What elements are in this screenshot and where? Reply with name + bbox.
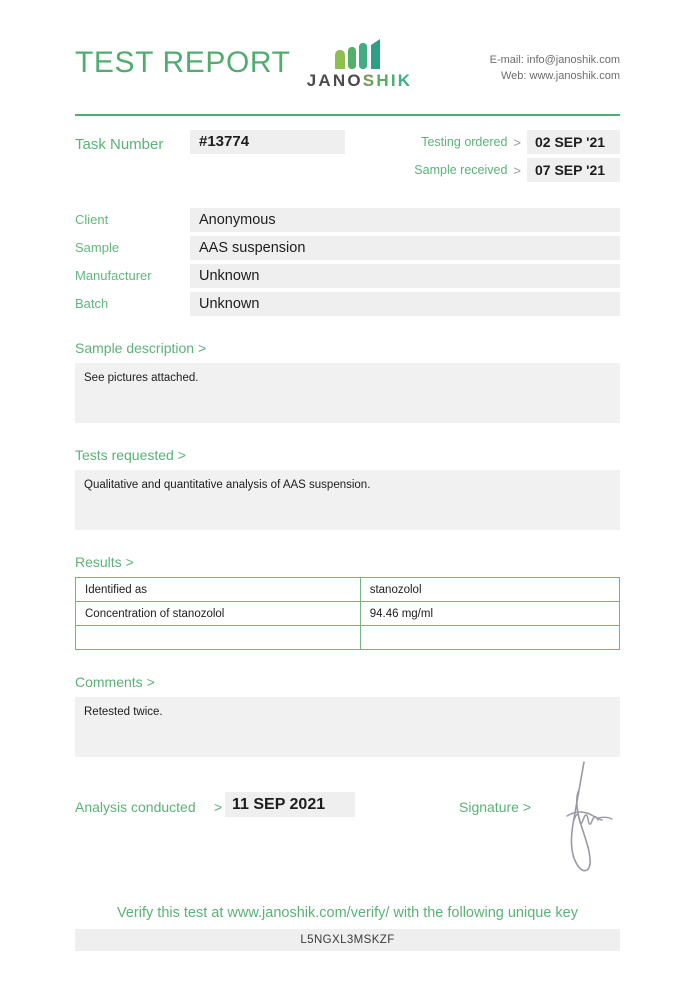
logo-word-i: I bbox=[390, 71, 398, 90]
logo-wordmark bbox=[297, 72, 422, 89]
analysis-conducted-date: 11 SEP 2021 bbox=[225, 792, 355, 817]
table-row bbox=[76, 578, 620, 602]
date-row-received bbox=[385, 158, 620, 182]
client-label: Client bbox=[75, 212, 109, 227]
contact-web: Web: www.janoshik.com bbox=[500, 70, 620, 82]
chevron-right-icon: > bbox=[214, 799, 223, 815]
report-header bbox=[75, 38, 620, 110]
sample-label: Sample bbox=[75, 240, 120, 255]
logo-bars-icon bbox=[297, 38, 422, 70]
tests-requested-heading: Tests requested > bbox=[75, 447, 186, 463]
task-row bbox=[75, 130, 620, 188]
sample-value: AAS suspension bbox=[190, 236, 620, 260]
task-number-label: Task Number bbox=[75, 136, 164, 153]
client-value: Anonymous bbox=[190, 208, 620, 232]
field-row-batch bbox=[75, 292, 620, 316]
unique-key-box: L5NGXL3MSKZF bbox=[75, 929, 620, 951]
verify-text: Verify this test at www.janoshik.com/verify/ with the following unique key bbox=[117, 905, 578, 921]
task-number-value: #13774 bbox=[190, 130, 345, 154]
field-row-manufacturer bbox=[75, 264, 620, 288]
result-name-cell: Concentration of stanozolol bbox=[76, 602, 361, 626]
table-row bbox=[76, 602, 620, 626]
result-name-cell bbox=[76, 626, 361, 650]
brand-logo bbox=[297, 38, 422, 89]
result-name-cell: Identified as bbox=[76, 578, 361, 602]
manufacturer-label: Manufacturer bbox=[75, 268, 152, 283]
analysis-row bbox=[75, 791, 620, 879]
logo-word-s: S bbox=[362, 71, 377, 90]
results-table bbox=[75, 577, 620, 650]
chevron-right-icon: > bbox=[513, 162, 521, 178]
comments-body: Retested twice. bbox=[75, 697, 620, 757]
analysis-conducted-label: Analysis conducted bbox=[75, 799, 196, 815]
header-divider bbox=[75, 114, 620, 116]
section-tests-requested bbox=[75, 447, 620, 530]
page-title: TEST REPORT bbox=[75, 46, 291, 79]
manufacturer-value: Unknown bbox=[190, 264, 620, 288]
sample-received-label: Sample received bbox=[414, 163, 508, 177]
field-row-client bbox=[75, 208, 620, 232]
date-row-ordered bbox=[385, 130, 620, 154]
signature-label: Signature > bbox=[459, 799, 531, 815]
info-fields bbox=[75, 208, 620, 316]
sample-received-value: 07 SEP '21 bbox=[527, 158, 620, 182]
section-results bbox=[75, 554, 620, 650]
logo-word-h: H bbox=[376, 71, 391, 90]
section-sample-description bbox=[75, 340, 620, 423]
results-heading: Results > bbox=[75, 554, 134, 570]
sample-description-body: See pictures attached. bbox=[75, 363, 620, 423]
tests-requested-body: Qualitative and quantitative analysis of AAS suspension. bbox=[75, 470, 620, 530]
result-value-cell: stanozolol bbox=[360, 578, 619, 602]
batch-value: Unknown bbox=[190, 292, 620, 316]
comments-heading: Comments > bbox=[75, 674, 155, 690]
testing-ordered-value: 02 SEP '21 bbox=[527, 130, 620, 154]
sample-description-heading: Sample description > bbox=[75, 340, 207, 356]
result-value-cell: 94.46 mg/ml bbox=[360, 602, 619, 626]
contact-email: E-mail: info@janoshik.com bbox=[489, 54, 620, 66]
report-content bbox=[75, 0, 620, 951]
section-comments bbox=[75, 674, 620, 757]
table-row bbox=[76, 626, 620, 650]
testing-ordered-label: Testing ordered bbox=[421, 135, 508, 149]
batch-label: Batch bbox=[75, 296, 109, 311]
logo-word-k: K bbox=[397, 71, 413, 90]
contact-info bbox=[490, 52, 620, 84]
field-row-sample bbox=[75, 236, 620, 260]
date-group bbox=[385, 130, 620, 186]
result-value-cell bbox=[360, 626, 619, 650]
signature-image bbox=[540, 756, 640, 881]
logo-word-jano: JANO bbox=[306, 71, 363, 90]
chevron-right-icon: > bbox=[513, 134, 521, 150]
